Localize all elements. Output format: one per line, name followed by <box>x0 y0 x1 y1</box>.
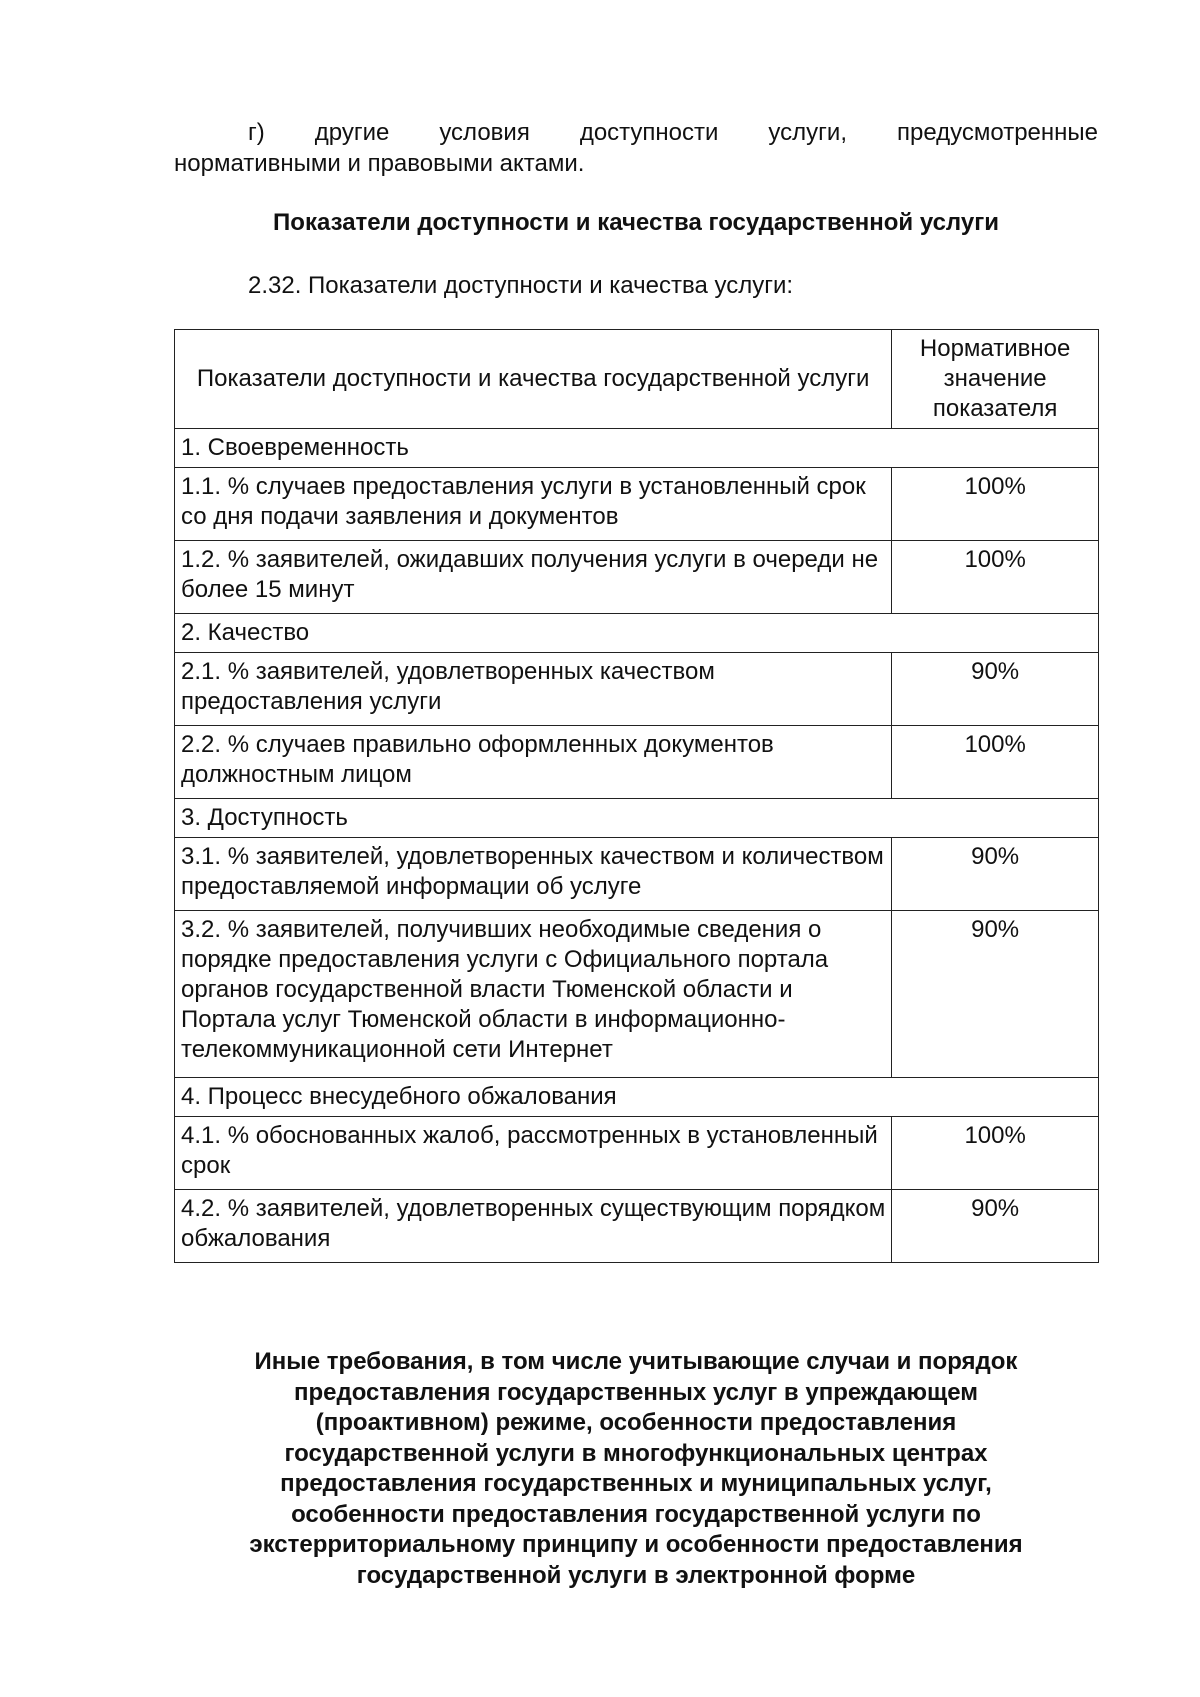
group-row <box>175 1078 1099 1117</box>
header-value-line: Нормативное <box>919 335 1071 362</box>
indicator-value: 90% <box>892 653 1099 726</box>
group-row <box>175 614 1099 653</box>
table-row <box>175 1117 1099 1190</box>
table-row <box>175 541 1099 614</box>
table-row <box>175 911 1099 1078</box>
group-title: 2. Качество <box>175 614 1099 653</box>
table-row <box>175 468 1099 541</box>
indicator-value: 90% <box>892 1190 1099 1263</box>
closing-heading-line: экстерриториальному принципу и особенности предоставления <box>249 1531 1023 1558</box>
indicator-label: 1.2. % заявителей, ожидавших получения услуги в очереди не более 15 минут <box>175 541 892 614</box>
intro-line-2: нормативными и правовыми актами. <box>174 150 585 177</box>
indicator-label: 3.1. % заявителей, удовлетворенных качеством и количеством предоставляемой информации об услуге <box>175 838 892 911</box>
indicator-value: 90% <box>892 911 1099 1078</box>
indicator-label: 2.1. % заявителей, удовлетворенных качеством предоставления услуги <box>175 653 892 726</box>
group-title: 4. Процесс внесудебного обжалования <box>175 1078 1099 1117</box>
indicator-label: 4.1. % обоснованных жалоб, рассмотренных в установленный срок <box>175 1117 892 1190</box>
closing-heading-line: особенности предоставления государственной услуги по <box>291 1500 981 1528</box>
intro-paragraph <box>174 117 1098 179</box>
indicator-value: 100% <box>892 1117 1099 1190</box>
lead-text: 2.32. Показатели доступности и качества услуги: <box>248 272 794 299</box>
closing-heading-line: (проактивном) режиме, особенности предоставления <box>315 1409 957 1436</box>
section-title: Показатели доступности и качества государственной услуги <box>273 209 999 236</box>
indicator-label: 4.2. % заявителей, удовлетворенных существующим порядком обжалования <box>175 1190 892 1263</box>
indicator-value: 100% <box>892 541 1099 614</box>
indicator-value: 100% <box>892 468 1099 541</box>
indicator-label: 2.2. % случаев правильно оформленных документов должностным лицом <box>175 726 892 799</box>
indicator-label: 1.1. % случаев предоставления услуги в установленный срок со дня подачи заявления и документов <box>175 468 892 541</box>
indicator-label: 3.2. % заявителей, получивших необходимые сведения о порядке предоставления услуги с Официального портала органов государственной власти Тюменской области и Портала услуг Тюменской области в информационно-телекоммуникационной сети Интернет <box>175 911 892 1078</box>
header-value-line: показателя <box>932 395 1058 422</box>
closing-heading-line: предоставления государственных услуг в упреждающем <box>293 1378 979 1406</box>
closing-heading-line: государственной услуги в электронной форме <box>356 1561 916 1589</box>
indicator-value: 90% <box>892 838 1099 911</box>
header-normative-value <box>892 330 1099 429</box>
closing-heading-line: государственной услуги в многофункциональных центрах <box>284 1439 988 1467</box>
header-value-line: значение <box>943 365 1047 392</box>
closing-heading-line: Иные требования, в том числе учитывающие случаи и порядок <box>254 1348 1018 1375</box>
table-header-row <box>175 330 1099 429</box>
table-row <box>175 1190 1099 1263</box>
group-row <box>175 429 1099 468</box>
group-title: 1. Своевременность <box>175 429 1099 468</box>
closing-heading-line: предоставления государственных и муниципальных услуг, <box>280 1470 992 1497</box>
header-indicators: Показатели доступности и качества государственной услуги <box>175 330 892 429</box>
indicator-value: 100% <box>892 726 1099 799</box>
indicators-table <box>174 329 1099 1263</box>
table-row <box>175 838 1099 911</box>
closing-heading <box>174 1347 1098 1591</box>
table-row <box>175 726 1099 799</box>
intro-line-1: г) другие условия доступности услуги, предусмотренные <box>248 119 1098 146</box>
table-row <box>175 653 1099 726</box>
group-row <box>175 799 1099 838</box>
group-title: 3. Доступность <box>175 799 1099 838</box>
